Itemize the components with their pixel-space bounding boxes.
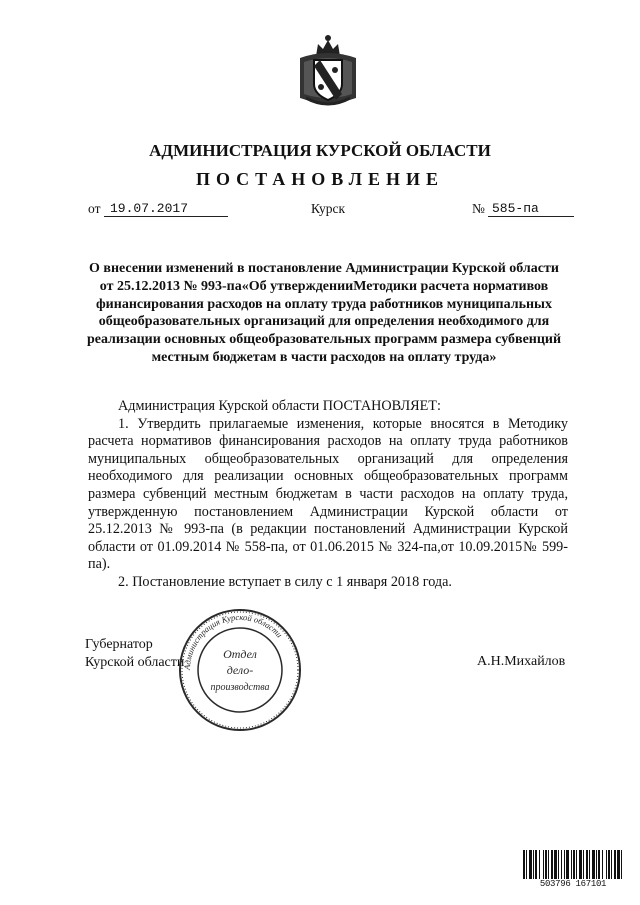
signatory-title (85, 636, 184, 672)
org-title: АДМИНИСТРАЦИЯ КУРСКОЙ ОБЛАСТИ (149, 141, 491, 160)
intro-line: Администрация Курской области ПОСТАНОВЛЯЕТ: (118, 398, 441, 414)
city: Курск (311, 201, 346, 216)
date-value: 19.07.2017 (104, 201, 228, 217)
signatory-name: А.Н.Михайлов (477, 654, 566, 669)
stamp-line3: производства (210, 682, 270, 693)
number-value: 585-па (488, 201, 574, 217)
paragraph-2: 2. Постановление вступает в силу с 1 января 2018 года. (118, 573, 452, 590)
signatory-title-line1: Губернатор (85, 637, 153, 652)
kursk-coat-of-arms-icon (296, 32, 360, 112)
document-body (88, 398, 568, 592)
office-stamp (176, 606, 304, 734)
document-subject: О внесении изменений в постановление Администрации Курской области от 25.12.2013 № 993-па«Об утвержденииМетодики расчета нормативов финансирования расходов на оплату труда работников муниципальных общеобразовательных организаций для определения необходимого для реализации основных общеобразовательных программ размера субвенций местным бюджетам в части расходов на оплату труда» (86, 261, 562, 365)
date-prefix: от (88, 201, 101, 216)
signatory-title-line2: Курской области (85, 655, 185, 670)
barcode-number: 503796 167101 (522, 879, 624, 889)
document-type: ПОСТАНОВЛЕНИЕ (195, 169, 445, 189)
stamp-line1: Отдел (223, 647, 257, 661)
paragraph-1: 1. Утвердить прилагаемые изменения, которые вносятся в Методику расчета нормативов финансирования расходов на оплату труда работников муниципальных общеобразовательных организаций для определения необходимого для реализации основных общеобразовательных программ размера субвенций местным бюджетам в части расходов на оплату труда, утвержденную постановлением Администрации Курской области от 25.12.2013 № 993-па (в редакции постановлений Администрации Курской области от 01.09.2014 № 558-па, от 01.06.2015 № 324-па,от 10.09.2015№ 599-па). (88, 415, 568, 573)
stamp-ring-text: Администрация Курской области (181, 611, 285, 671)
stamp-line2: дело- (226, 663, 254, 677)
number-prefix: № (472, 201, 485, 216)
